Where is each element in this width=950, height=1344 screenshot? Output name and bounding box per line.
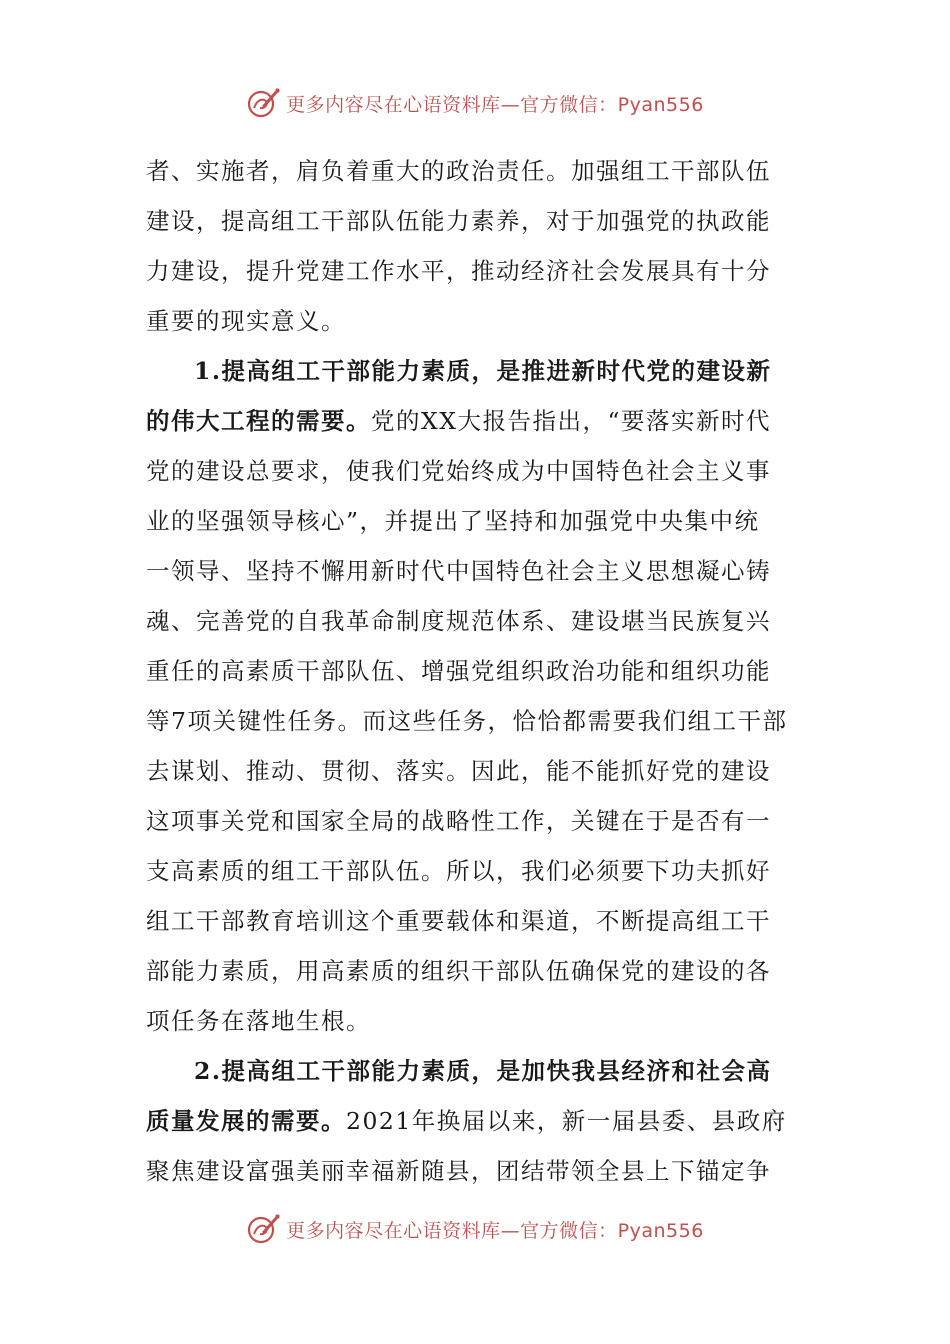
- watermark-text: 更多内容尽在心语资料库—官方微信：Pyan556: [286, 93, 704, 116]
- text-line: 去谋划、推动、贯彻、落实。因此，能不能抓好党的建设: [146, 757, 771, 785]
- text-line: 者、实施者，肩负着重大的政治责任。加强组工干部队伍: [146, 157, 771, 185]
- text-line: [146, 1096, 806, 1146]
- pen-seal-icon: [246, 1212, 280, 1246]
- text-line: 组工干部教育培训这个重要载体和渠道，不断提高组工干: [146, 907, 771, 935]
- document-body: [146, 146, 806, 1196]
- text-line: 力建设，提升党建工作水平，推动经济社会发展具有十分: [146, 257, 771, 285]
- header-watermark: [0, 86, 950, 120]
- text-line: 重任的高素质干部队伍、增强党组织政治功能和组织功能: [146, 657, 771, 685]
- text-line: 等7项关键性任务。而这些任务，恰恰都需要我们组工干部: [146, 707, 788, 735]
- text-line: 建设，提高组工干部队伍能力素养，对于加强党的执政能: [146, 207, 771, 235]
- text-line: [146, 396, 806, 446]
- section-heading-1-end: 的伟大工程的需要。: [146, 407, 371, 435]
- section-heading-2-end: 质量发展的需要。: [146, 1107, 346, 1135]
- text-line: 重要的现实意义。: [146, 307, 346, 335]
- text-line: 这项事关党和国家全局的战略性工作，关键在于是否有一: [146, 807, 771, 835]
- watermark-text: 更多内容尽在心语资料库—官方微信：Pyan556: [286, 1219, 704, 1242]
- pen-seal-icon: [246, 86, 280, 120]
- text-line: 魂、完善党的自我革命制度规范体系、建设堪当民族复兴: [146, 607, 771, 635]
- text-line: 支高素质的组工干部队伍。所以，我们必须要下功夫抓好: [146, 857, 771, 885]
- text-line: 聚焦建设富强美丽幸福新随县，团结带领全县上下锚定争: [146, 1157, 771, 1185]
- text-line: 一领导、坚持不懈用新时代中国特色社会主义思想凝心铸: [146, 557, 771, 585]
- text-line: 项任务在落地生根。: [146, 1007, 371, 1035]
- footer-watermark: [0, 1212, 950, 1246]
- section-heading-1: 1.提高组工干部能力素质，是推进新时代党的建设新: [194, 357, 772, 385]
- text-span: 2021年换届以来，新一届县委、县政府: [346, 1107, 787, 1135]
- text-line: 业的坚强领导核心”，并提出了坚持和加强党中央集中统: [146, 507, 760, 535]
- section-heading-2: 2.提高组工干部能力素质，是加快我县经济和社会高: [194, 1057, 772, 1085]
- text-line: 党的建设总要求，使我们党始终成为中国特色社会主义事: [146, 457, 771, 485]
- text-line: 部能力素质，用高素质的组织干部队伍确保党的建设的各: [146, 957, 771, 985]
- text-span: 党的XX大报告指出，“要落实新时代: [371, 407, 771, 435]
